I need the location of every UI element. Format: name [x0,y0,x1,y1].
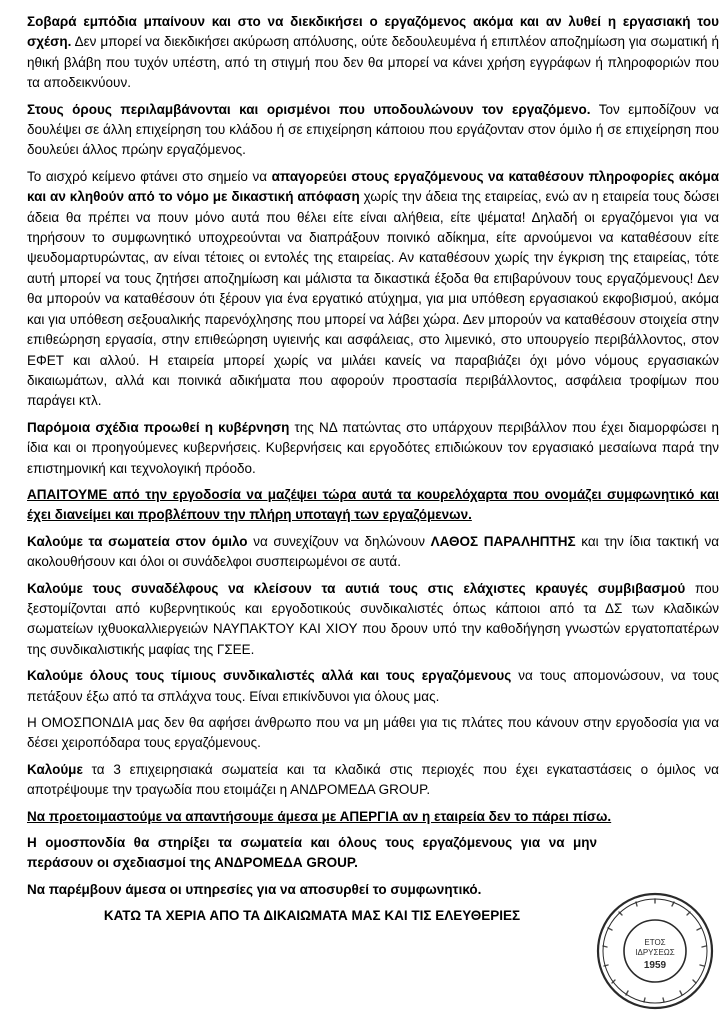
paragraph [27,833,597,874]
text-run: Το αισχρό κείμενο φτάνει στο σημείο να [27,168,272,184]
paragraph [27,906,597,926]
document-body [27,12,719,933]
paragraph [27,666,719,707]
emphasis-run: ΛΑΘΟΣ ΠΑΡΑΛΗΠΤΗΣ [430,533,576,549]
paragraph [27,100,719,161]
text-run: Δεν μπορεί να διεκδικήσει ακύρωση απόλυσης, ούτε δεδουλευμένα ή επιπλέον αποζημίωση για σωματική ή ηθική βλάβη που τυχόν υπέστη, από τη στιγμή που δεν θα μπορεί να κάνει χρήση εγγράφων ή πληροφοριών που τα αποδεικνύουν. [27,34,719,91]
paragraph [27,760,719,801]
text-run: και την ίδια τακτική να ακολουθήσουν και όλοι οι συνάδελφοι συσπειρωμένοι σε αυτά. [27,533,719,570]
text-run: τα 3 επιχειρησιακά σωματεία και τα κλαδικά στις περιοχές που έχει εγκαταστάσεις ο όμιλος να αποτρέψουμε την τραγωδία που ετοιμάζει η ΑΝΔΡΟΜΕΔΑ GROUP. [27,761,719,798]
emphasis-run: ΚΑΤΩ ΤΑ ΧΕΡΙΑ ΑΠΟ ΤΑ ΔΙΚΑΙΩΜΑΤΑ ΜΑΣ ΚΑΙ ΤΙΣ ΕΛΕΥΘΕΡΙΕΣ [103,908,521,924]
emphasis-run: Καλούμε [27,761,83,777]
paragraph [27,418,719,479]
paragraph [27,532,719,573]
emphasis-run: Καλούμε όλους τους τίμιους συνδικαλιστές αλλά και τους εργαζόμενους [27,668,512,684]
text-run: της ΝΔ πατώντας στο υπάρχουν περιβάλλον που έχει διαμορφώσει η ίδια και οι προηγούμενες κυβερνήσεις. Κυβερνήσεις και εργοδότες επιδιώκουν τον εργασιακό μεσαίωνα παρά την επιστημονική και τεχνολογική πρόοδο. [27,419,719,476]
emphasis-run: Καλούμε τους συναδέλφους να κλείσουν τα αυτιά τους στις ελάχιστες κραυγές συμβιβασμού [27,580,686,596]
text-run: Η ΟΜΟΣΠΟΝΔΙΑ μας δεν θα αφήσει άνθρωπο που να μη μάθει για τις πλάτες που κάνουν στην εργοδοσία για να δέσει χειροπόδαρα τους εργαζόμενους. [27,715,719,751]
text-run: να συνεχίζουν να δηλώνουν [247,533,431,549]
stamp-line-3: 1959 [643,960,667,971]
paragraph [27,579,719,661]
paragraph [27,12,719,94]
paragraph [27,167,719,412]
emphasis-run: Παρόμοια σχέδια προωθεί η κυβέρνηση [27,419,290,435]
emphasis-run: Να παρέμβουν άμεσα οι υπηρεσίες για να αποσυρθεί το συμφωνητικό. [27,881,482,897]
paragraph [27,485,719,526]
emphasis-run: Να προετοιμαστούμε να απαντήσουμε άμεσα με ΑΠΕΡΓΙΑ αν η εταιρεία δεν το πάρει πίσω. [27,808,612,824]
paragraph [27,713,719,754]
union-stamp-seal [594,890,716,1012]
emphasis-run: Καλούμε τα σωματεία στον όμιλο [27,533,248,549]
stamp-line-1: ΕΤΟΣ [644,938,666,947]
stamp-line-2: ΙΔΡΥΣΕΩΣ [635,948,675,957]
paragraph [27,807,719,827]
emphasis-run: Στους όρους περιλαμβάνονται και ορισμένοι που υποδουλώνουν τον εργαζόμενο. [27,101,591,117]
emphasis-run: απαγορεύει στους εργαζόμενους να καταθέσουν πληροφορίες ακόμα και αν κληθούν από το νόμο με δικαστική απόφαση [27,168,720,205]
text-run: που ξεστομίζονται από κυβερνητικούς και εργοδοτικούς συνδικαλιστές όπως κάποιοι από τα ΔΣ των κλαδικών σωματείων ιχθυοκαλλιεργειών ΝΑΥΠΑΚΤΟΥ ΚΑΙ ΧΙΟΥ που δρουν υπό την καθοδήγηση γνωστών εργατοπατέρων της συνδικαλιστικής μαφίας της ΓΣΕΕ. [27,580,719,657]
text-run: να τους απομονώσουν, να τους πετάξουν έξω από τα σπλάχνα τους. Είναι επικίνδυνοι για όλους μας. [27,668,719,704]
paragraph [27,880,597,900]
text-run: χωρίς την άδεια της εταιρείας, ενώ αν η εταιρεία τους δώσει άδεια θα πρέπει να πουν μόνο αυτά που θέλει είτε είναι αλήθεια, είτε ψέματα! Δηλαδή οι εργαζόμενοι για να τηρήσουν το συμφωνητικό υποχρεούνται να διαπράξουν ποινικό αδίκημα, είτε αρνούμενοι να καταθέσουν είτε ψευδομαρτυρώντας, αν είναι τέτοιες οι εντολές της εταιρείας. Αν καταθέσουν χωρίς την έγκριση της εταιρείας, τότε αυτή μπορεί να τους ζητήσει αποζημίωση και μάλιστα τα δικαστικά έξοδα θα επιβαρύνουν τους εργαζόμενους! Δεν θα μπορούν να καταθέσουν ότι ξέρουν για ένα εργατικό ατύχημα, για μια υπόθεση εργασιακού εκφοβισμού, ακόμα και για υπόθεση σεξουαλικής παρενόχλησης που μπορεί να λάβει χώρα. Δεν μπορούν να καταθέσουν στοιχεία στην επιθεώρηση εργασία, στην επιθεώρηση υγιεινής και ασφάλειας, στο λιμενικό, στο υπουργείο περιβάλλοντος, στον ΕΦΕΤ και αλλού. Η εταιρεία μπορεί χωρίς να μιλάει κανείς να παραβιάζει όχι μόνο νόμους εργασιακών δικαιωμάτων, αλλά και ποινικά αδικήματα που αφορούν προστασία περιβάλλοντος, ασφάλεια τροφίμων που παράγει κτλ. [27,189,719,409]
emphasis-run: Η ομοσπονδία θα στηρίξει τα σωματεία και όλους τους εργαζόμενους για να μην περάσουν οι σχεδιασμοί της ΑΝΔΡΟΜΕΔΑ GROUP. [27,835,597,871]
emphasis-run: Σοβαρά εμπόδια μπαίνουν και στο να διεκδικήσει ο εργαζόμενος ακόμα και αν λυθεί η εργασιακή του σχέση. [27,14,719,50]
text-run: Τον εμποδίζουν να δουλέψει σε άλλη επιχείρηση του κλάδου ή σε επιχείρηση κάποιου που εργάζονταν στον όμιλο ή σε επιχείρηση που δουλεύει άλλος πρώην εργαζόμενος. [27,101,719,158]
emphasis-run: ΑΠΑΙΤΟΥΜΕ από την εργοδοσία να μαζέψει τώρα αυτά τα κουρελόχαρτα που ονομάζει συμφωνητικό και έχει διανείμει και προβλέπουν την πλήρη υποταγή των εργαζόμενων. [27,486,719,523]
